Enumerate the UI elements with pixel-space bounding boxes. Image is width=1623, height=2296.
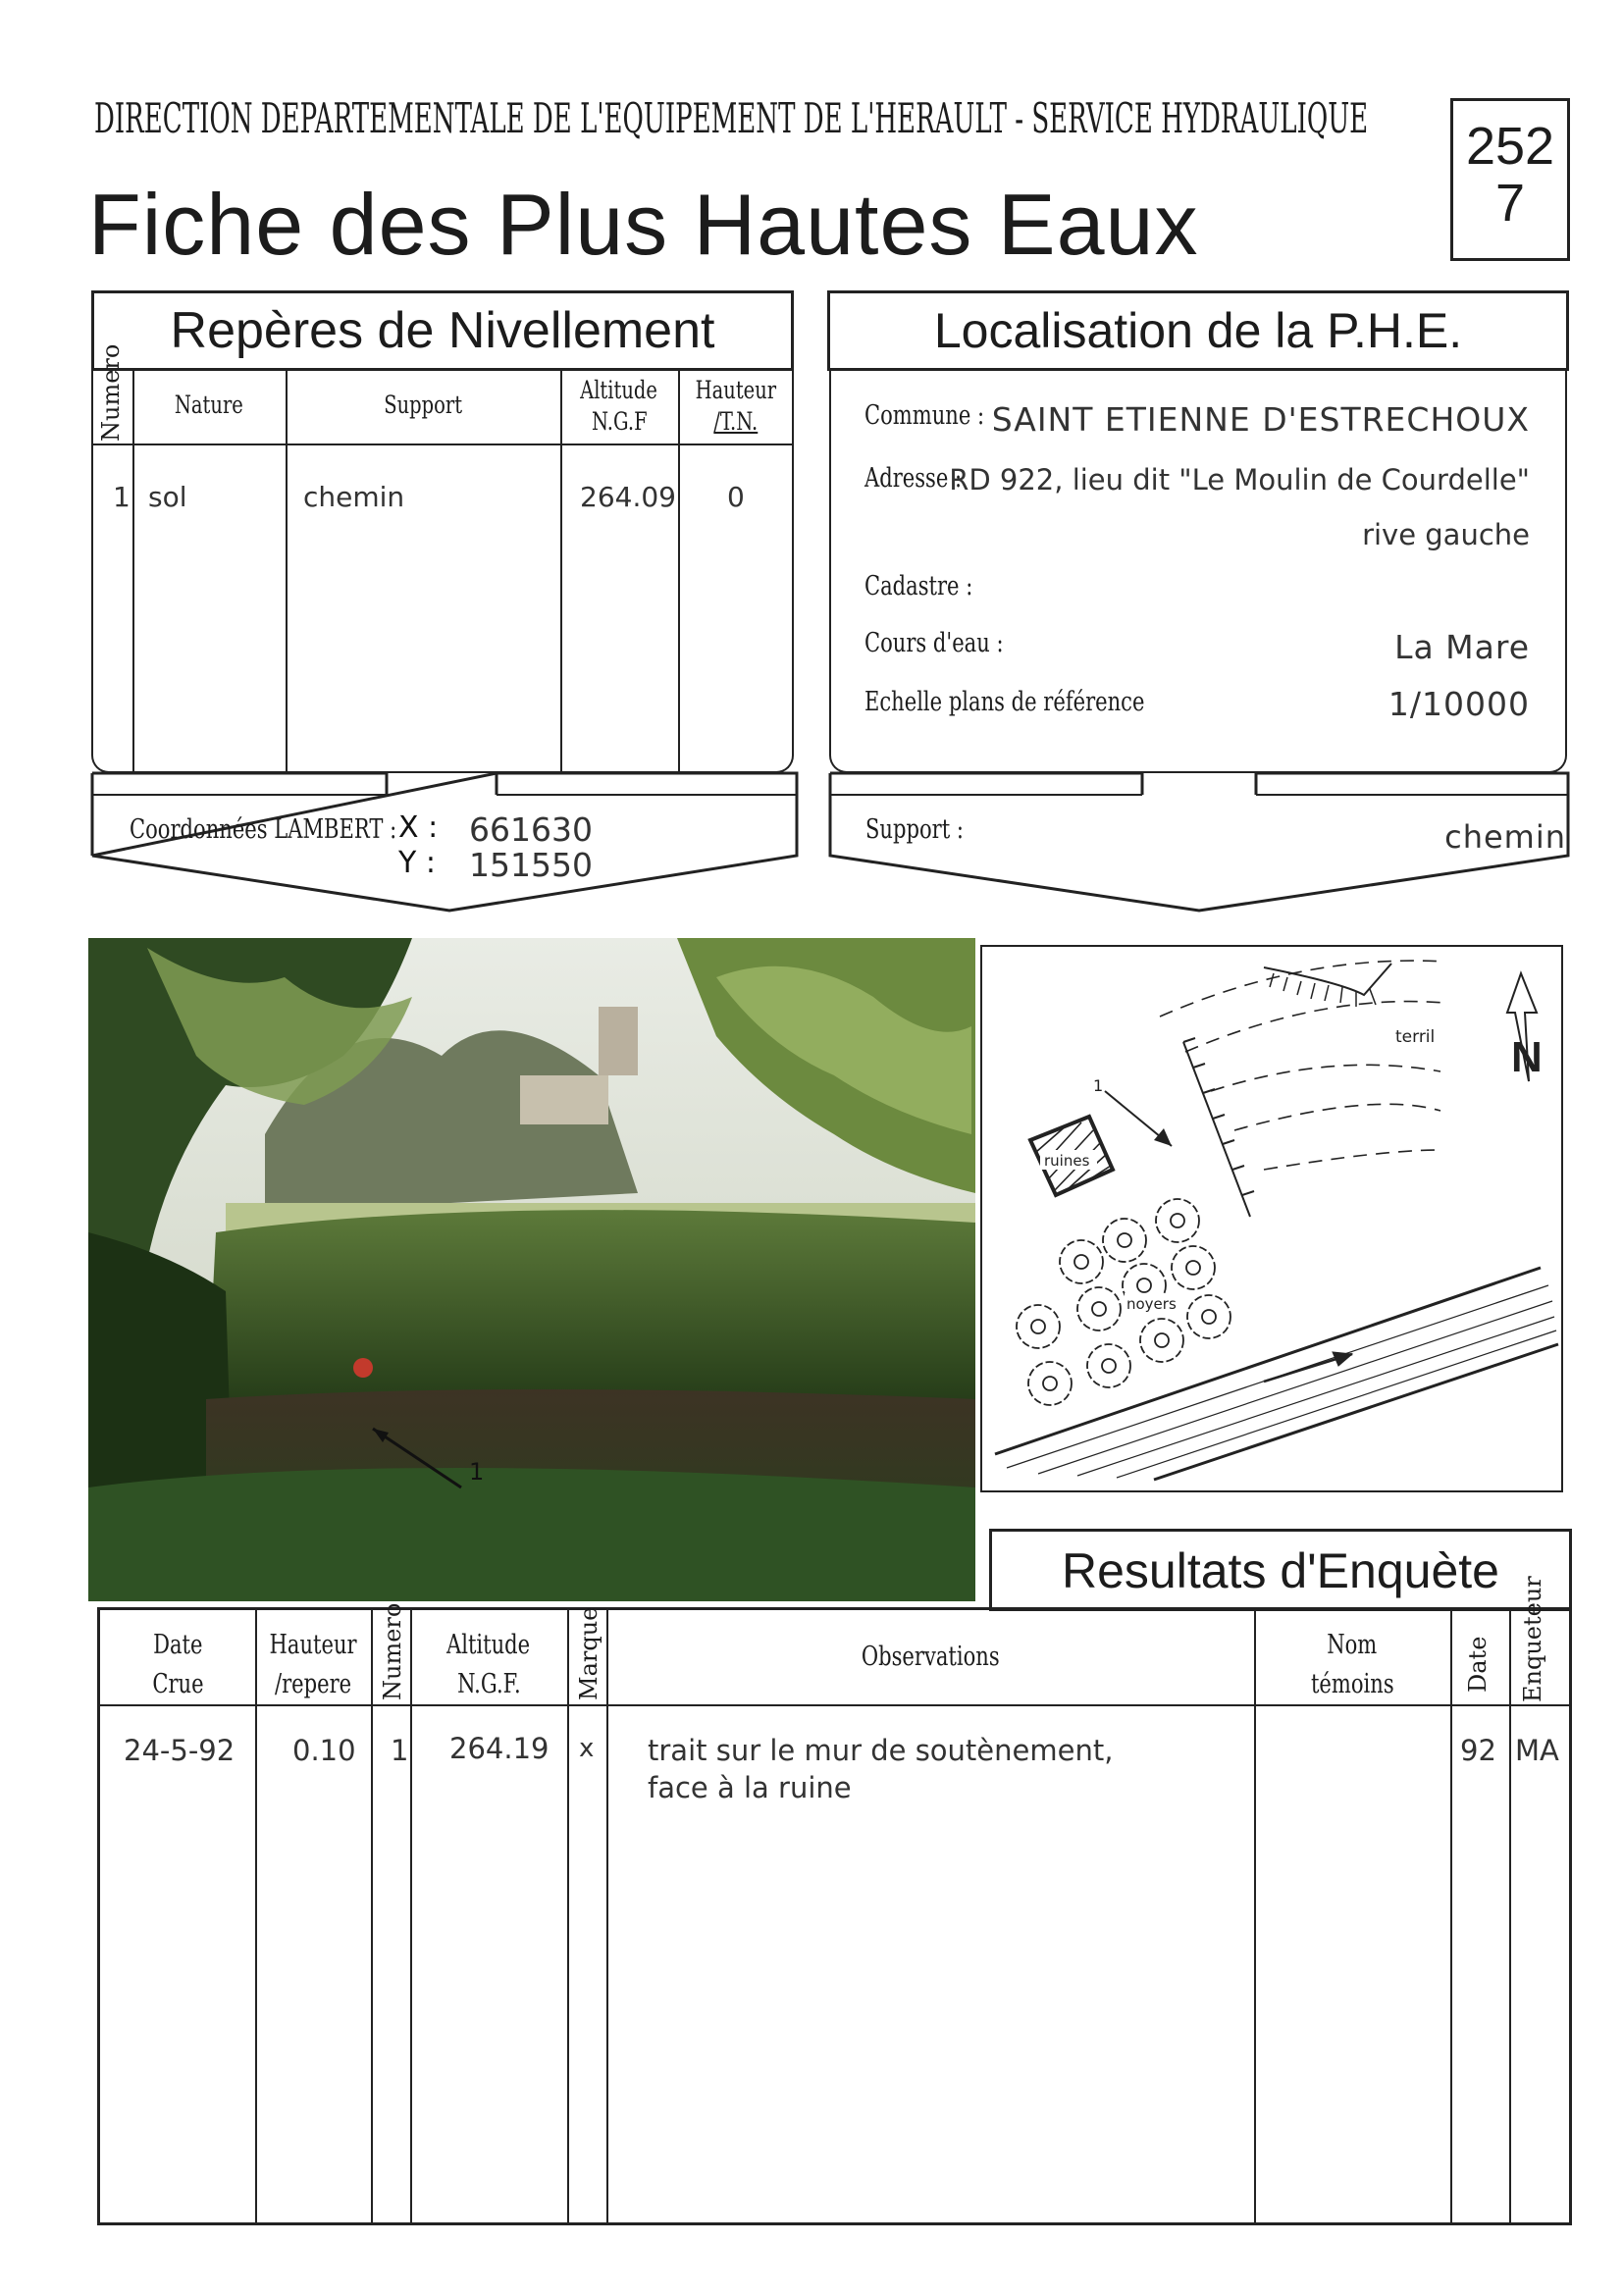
col-marque-header: Marque bbox=[575, 1606, 602, 1700]
col-numero-header: Numero bbox=[97, 343, 125, 442]
result-numero: 1 bbox=[391, 1734, 409, 1767]
result-observation-line2: face à la ruine bbox=[648, 1771, 852, 1804]
localisation-title: Localisation de la P.H.E. bbox=[933, 303, 1463, 358]
repere-nature: sol bbox=[148, 481, 187, 513]
resultats-title-box bbox=[989, 1529, 1572, 1611]
lambert-x-value: 661630 bbox=[469, 810, 593, 849]
repere-support: chemin bbox=[303, 481, 405, 513]
commune-value: SAINT ETIENNE D'ESTRECHOUX bbox=[991, 400, 1530, 439]
plan-marker-label: 1 bbox=[1093, 1076, 1104, 1095]
repere-hauteur: 0 bbox=[727, 481, 745, 513]
reperes-title: Repères de Nivellement bbox=[170, 302, 715, 359]
lambert-label: Coordonnées LAMBERT : bbox=[130, 814, 397, 845]
cours-eau-value: La Mare bbox=[1394, 628, 1530, 666]
col-altitude-header-2: N.G.F bbox=[591, 407, 648, 436]
result-marque: x bbox=[579, 1734, 595, 1763]
resultats-table bbox=[97, 1576, 1572, 2225]
photo-marker-label: 1 bbox=[469, 1458, 485, 1486]
col-numero-header: Numero bbox=[379, 1602, 406, 1700]
col-altitude-ngf-header-1: Altitude bbox=[446, 1630, 531, 1660]
result-hauteur: 0.10 bbox=[292, 1734, 356, 1767]
col-altitude-header-1: Altitude bbox=[580, 376, 658, 404]
resultats-title: Resultats d'Enquète bbox=[1062, 1543, 1499, 1598]
page-title: Fiche des Plus Hautes Eaux bbox=[88, 176, 1199, 273]
result-enqueteur: MA bbox=[1515, 1734, 1559, 1767]
lambert-x-label: X : bbox=[398, 810, 439, 845]
department-header-text: DIRECTION DEPARTEMENTALE DE L'EQUIPEMENT DE L'HERAULT - SERVICE HYDRAULIQUE bbox=[94, 94, 1369, 142]
col-date-header: Date bbox=[1464, 1636, 1492, 1693]
col-hauteur-repere-header-1: Hauteur bbox=[269, 1630, 357, 1660]
result-altitude: 264.19 bbox=[449, 1732, 550, 1765]
reference-number: 252 bbox=[1465, 117, 1555, 176]
reperes-title-box bbox=[91, 290, 794, 371]
noyers-label: noyers bbox=[1126, 1295, 1177, 1313]
col-nom-temoins-header-2: témoins bbox=[1310, 1669, 1394, 1699]
result-observation-line1: trait sur le mur de soutènement, bbox=[648, 1734, 1114, 1767]
col-hauteur-header-1: Hauteur bbox=[695, 376, 777, 404]
echelle-label: Echelle plans de référence bbox=[864, 687, 1145, 717]
reference-sub: 7 bbox=[1494, 174, 1526, 233]
commune-label: Commune : bbox=[864, 400, 985, 431]
result-date: 92 bbox=[1460, 1734, 1496, 1767]
result-date-crue: 24-5-92 bbox=[124, 1734, 236, 1767]
cours-eau-label: Cours d'eau : bbox=[864, 628, 1004, 658]
cadastre-label: Cadastre : bbox=[864, 571, 973, 601]
terril-label: terril bbox=[1395, 1027, 1436, 1047]
adresse-line2: rive gauche bbox=[1362, 518, 1530, 551]
reperes-table bbox=[91, 343, 794, 773]
support-value: chemin bbox=[1444, 818, 1566, 856]
localisation-title-box bbox=[827, 290, 1569, 371]
col-enqueteur-header: Enqueteur bbox=[1519, 1576, 1546, 1702]
repere-numero: 1 bbox=[113, 481, 131, 513]
lambert-y-label: Y : bbox=[398, 846, 436, 880]
site-photo bbox=[88, 938, 975, 1601]
location-sketch bbox=[979, 944, 1564, 1493]
adresse-label: Adresse : bbox=[864, 463, 963, 494]
col-hauteur-repere-header-2: /repere bbox=[274, 1669, 352, 1699]
adresse-line1: RD 922, lieu dit "Le Moulin de Courdelle" bbox=[949, 463, 1530, 496]
support-label: Support : bbox=[865, 814, 964, 845]
department-header bbox=[94, 94, 1623, 142]
localisation-panel bbox=[829, 371, 1567, 773]
col-support-header: Support bbox=[384, 391, 462, 419]
repere-altitude: 264.09 bbox=[580, 481, 676, 513]
reference-box bbox=[1450, 98, 1570, 261]
col-observations-header: Observations bbox=[861, 1642, 1000, 1672]
col-nature-header: Nature bbox=[175, 391, 243, 419]
north-label: N bbox=[1511, 1033, 1543, 1081]
ruines-label: ruines bbox=[1044, 1152, 1090, 1170]
lambert-y-value: 151550 bbox=[469, 846, 593, 884]
col-date-crue-header-1: Date bbox=[152, 1630, 203, 1660]
col-date-crue-header-2: Crue bbox=[151, 1669, 204, 1699]
col-hauteur-header-2: /T.N. bbox=[713, 407, 759, 436]
echelle-value: 1/10000 bbox=[1387, 685, 1530, 723]
col-nom-temoins-header-1: Nom bbox=[1327, 1630, 1378, 1660]
col-altitude-ngf-header-2: N.G.F. bbox=[456, 1669, 521, 1699]
